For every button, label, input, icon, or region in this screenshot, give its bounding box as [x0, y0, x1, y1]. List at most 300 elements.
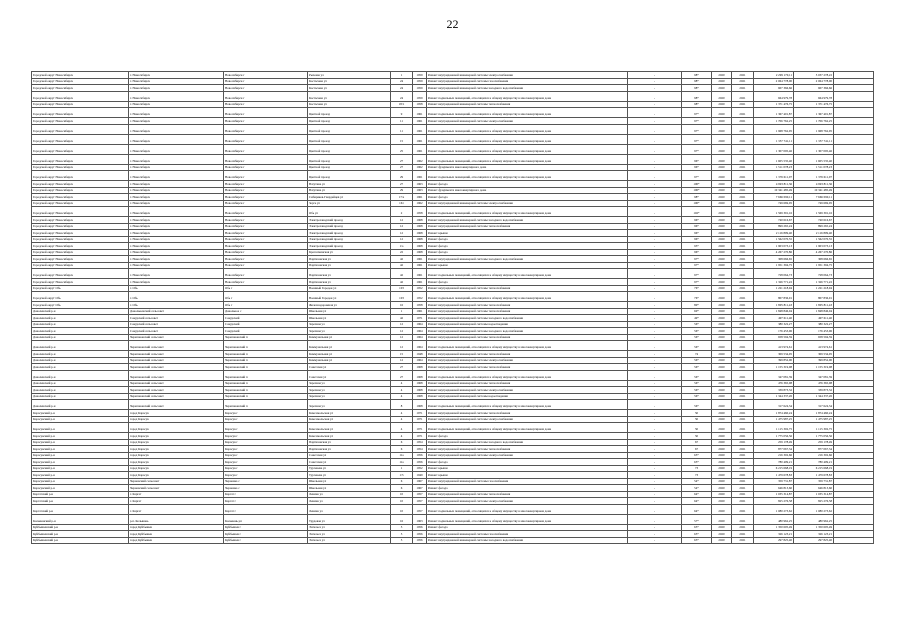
house-number-cell: 4	[391, 410, 413, 417]
settlement-cell: Черепановский сельсовет	[129, 400, 224, 410]
work-type-cell: Ремонт фасада	[427, 236, 628, 243]
municipality-cell: Городской округ Новосибирск	[32, 230, 129, 237]
cost-cell: 825 276,58	[754, 498, 794, 505]
end-year-cell: 2021	[732, 285, 754, 292]
house-number-cell: 12	[391, 217, 413, 224]
settlement-cell: г. Каргат	[129, 504, 224, 514]
municipality-cell: Городской округ Новосибирск	[32, 181, 129, 188]
note-cell	[834, 207, 874, 217]
total-cost-cell: 1 221 218,94	[794, 285, 834, 292]
cost-cell: 7 666 090,11	[754, 194, 794, 201]
build-year-cell: 1961	[413, 134, 427, 144]
house-number-cell: 27	[391, 164, 413, 171]
wear-percent-cell: 65*	[682, 537, 712, 544]
settlement-cell: г. Новосибирск	[129, 262, 224, 269]
cost-cell: 1 874 460,24	[754, 410, 794, 417]
unit-cell: -	[628, 446, 682, 453]
unit-cell: -	[628, 181, 682, 188]
locality-cell: Сокурский	[224, 321, 308, 328]
unit-cell: -	[628, 78, 682, 85]
wear-percent-cell: 56*	[682, 357, 712, 364]
end-year-cell: 2021	[732, 485, 754, 492]
table-row	[32, 144, 874, 154]
total-cost-cell: 317 624,34	[794, 400, 834, 410]
end-year-cell: 2021	[732, 328, 754, 335]
wear-percent-cell: 97*	[682, 144, 712, 154]
unit-cell: -	[628, 200, 682, 207]
unit-cell: -	[628, 91, 682, 101]
build-year-cell: 1964	[413, 341, 427, 351]
house-number-cell: 12	[391, 236, 413, 243]
street-cell: Ленина ул	[308, 504, 391, 514]
street-cell: Костычева ул	[308, 85, 391, 92]
house-number-cell: 25	[391, 144, 413, 154]
start-year-cell: 2020	[712, 478, 732, 485]
table-row	[32, 423, 874, 433]
start-year-cell: 2020	[712, 72, 732, 79]
table-row	[32, 504, 874, 514]
settlement-cell: г. Новосибирск	[129, 223, 224, 230]
settlement-cell: г. Новосибирск	[129, 124, 224, 134]
unit-cell: -	[628, 380, 682, 387]
house-number-cell: 42	[391, 315, 413, 322]
settlement-cell: Сокурский сельсовет	[129, 315, 224, 322]
municipality-cell: Городской округ Обь	[32, 302, 129, 309]
note-cell	[834, 108, 874, 118]
settlement-cell: г. Новосибирск	[129, 164, 224, 171]
cost-cell: 1 475 987,25	[754, 416, 794, 423]
cost-cell: 749 669,05	[754, 200, 794, 207]
municipality-cell: Куйбышевский р-н	[32, 531, 129, 538]
locality-cell: Новосибирск г	[224, 187, 308, 194]
street-cell: Коммунальная ул	[308, 334, 391, 341]
wear-percent-cell: 98*	[682, 72, 712, 79]
street-cell: Комсомольская ул	[308, 423, 391, 433]
street-cell: Советская ул	[308, 452, 391, 459]
end-year-cell: 2021	[732, 262, 754, 269]
cost-cell: 780 409,21	[754, 459, 794, 466]
house-number-cell: 42	[391, 256, 413, 263]
end-year-cell: 2021	[732, 315, 754, 322]
municipality-cell: Городской округ Новосибирск	[32, 187, 129, 194]
unit-cell: -	[628, 423, 682, 433]
settlement-cell: Черепановский сельсовет	[129, 357, 224, 364]
settlement-cell: город Куйбышев	[129, 524, 224, 531]
wear-percent-cell: 102*	[682, 207, 712, 217]
table-row	[32, 400, 874, 410]
start-year-cell: 2020	[712, 144, 732, 154]
house-number-cell: 4	[391, 380, 413, 387]
total-cost-cell: 646 813,60	[794, 485, 834, 492]
wear-percent-cell: 73	[682, 465, 712, 472]
total-cost-cell: 749 669,05	[794, 200, 834, 207]
wear-percent-cell: 73	[682, 472, 712, 479]
build-year-cell: 1962	[413, 200, 427, 207]
work-type-cell: Ремонт подвальных помещений, относящихся к общему имуществу в многоквартирном доме	[427, 91, 628, 101]
note-cell	[834, 91, 874, 101]
locality-cell: Черепановский п	[224, 364, 308, 371]
work-type-cell: Ремонт внутридомовой инженерной системы электроснабжения	[427, 416, 628, 423]
wear-percent-cell: 65*	[682, 531, 712, 538]
total-cost-cell: 339 873,32	[794, 387, 834, 394]
unit-cell: -	[628, 101, 682, 108]
house-number-cell: 4	[391, 387, 413, 394]
start-year-cell: 2020	[712, 357, 732, 364]
house-number-cell: 103	[391, 292, 413, 302]
unit-cell: -	[628, 217, 682, 224]
build-year-cell: 1961	[413, 279, 427, 286]
municipality-cell: Городской округ Новосибирск	[32, 91, 129, 101]
wear-percent-cell: 64*	[682, 504, 712, 514]
municipality-cell: Доволенский р-н	[32, 387, 129, 394]
street-cell: Коммунальная ул	[308, 341, 391, 351]
settlement-cell: Черепановский сельсовет	[129, 393, 224, 400]
cost-cell: 1 848 846,04	[754, 308, 794, 315]
total-cost-cell: 309 534,95	[794, 351, 834, 358]
build-year-cell: 1967	[413, 478, 427, 485]
locality-cell: Новосибирск г	[224, 164, 308, 171]
locality-cell: Новосибирск г	[224, 91, 308, 101]
wear-percent-cell: 65*	[682, 452, 712, 459]
settlement-cell: р.п. Колывань	[129, 514, 224, 524]
cost-cell: 1 350 605,49	[754, 524, 794, 531]
cost-cell: 6 215 668,19	[754, 465, 794, 472]
locality-cell: Обь г	[224, 302, 308, 309]
wear-percent-cell: 97*	[682, 279, 712, 286]
municipality-cell: Доволенский р-н	[32, 315, 129, 322]
total-cost-cell: 413 974,61	[794, 341, 834, 351]
house-number-cell: 4	[391, 433, 413, 440]
wear-percent-cell: 50	[682, 410, 712, 417]
end-year-cell: 2021	[732, 171, 754, 181]
house-number-cell: 12	[391, 341, 413, 351]
end-year-cell: 2021	[732, 144, 754, 154]
end-year-cell: 2021	[732, 256, 754, 263]
street-cell: Партизанская ул	[308, 269, 391, 279]
total-cost-cell: 6 215 668,19	[794, 465, 834, 472]
municipality-cell: Доволенский р-н	[32, 328, 129, 335]
table-row	[32, 108, 874, 118]
total-cost-cell: 308 666,65	[794, 256, 834, 263]
end-year-cell: 2021	[732, 452, 754, 459]
unit-cell: -	[628, 465, 682, 472]
work-type-cell: Ремонт фасада	[427, 194, 628, 201]
total-cost-cell: 2 116 809,40	[794, 230, 834, 237]
municipality-cell: Городской округ Новосибирск	[32, 171, 129, 181]
start-year-cell: 2020	[712, 416, 732, 423]
build-year-cell: 1952	[413, 292, 427, 302]
build-year-cell: 1964	[413, 321, 427, 328]
unit-cell: -	[628, 416, 682, 423]
total-cost-cell: 1 155 319,08	[794, 364, 834, 371]
note-cell	[834, 537, 874, 544]
street-cell: Партизанская ул	[308, 279, 391, 286]
start-year-cell: 2020	[712, 491, 732, 498]
settlement-cell: г. Новосибирск	[129, 144, 224, 154]
street-cell: Партизанская ул	[308, 256, 391, 263]
street-cell: Костычева ул	[308, 91, 391, 101]
end-year-cell: 2021	[732, 439, 754, 446]
locality-cell: Новосибирск г	[224, 230, 308, 237]
end-year-cell: 2021	[732, 498, 754, 505]
locality-cell: Черепановский п	[224, 334, 308, 341]
start-year-cell: 2020	[712, 249, 732, 256]
house-number-cell: 2	[391, 207, 413, 217]
municipality-cell: Городской округ Новосибирск	[32, 154, 129, 164]
house-number-cell: 16	[391, 302, 413, 309]
start-year-cell: 2020	[712, 308, 732, 315]
start-year-cell: 2020	[712, 217, 732, 224]
build-year-cell: 1961	[413, 108, 427, 118]
start-year-cell: 2020	[712, 423, 732, 433]
end-year-cell: 2021	[732, 249, 754, 256]
start-year-cell: 2020	[712, 315, 732, 322]
build-year-cell: 1968	[413, 387, 427, 394]
street-cell: Комсомольская ул	[308, 416, 391, 423]
street-cell: Обь ул	[308, 207, 391, 217]
wear-percent-cell: 56*	[682, 393, 712, 400]
street-cell: Электрозаводский проезд	[308, 243, 391, 250]
settlement-cell: г. Новосибирск	[129, 91, 224, 101]
unit-cell: -	[628, 472, 682, 479]
cost-cell: 308 666,65	[754, 256, 794, 263]
locality-cell: Сокурский	[224, 315, 308, 322]
start-year-cell: 2020	[712, 485, 732, 492]
table-row	[32, 154, 874, 164]
cost-cell: 2 064 778,00	[754, 78, 794, 85]
build-year-cell: 1956	[413, 531, 427, 538]
street-cell: Энгельса ул	[308, 524, 391, 531]
unit-cell: -	[628, 491, 682, 498]
unit-cell: -	[628, 171, 682, 181]
total-cost-cell: 5 037 278,22	[794, 72, 834, 79]
note-cell	[834, 154, 874, 164]
locality-cell: Новосибирск г	[224, 200, 308, 207]
street-cell: Цветной проезд	[308, 154, 391, 164]
work-type-cell: Ремонт крыши	[427, 472, 628, 479]
cost-cell: 4 267 270,86	[754, 249, 794, 256]
settlement-cell: г. Новосибирск	[129, 230, 224, 237]
house-number-cell: 1	[391, 308, 413, 315]
settlement-cell: город Карасук	[129, 433, 224, 440]
municipality-cell: Городской округ Новосибирск	[32, 101, 129, 108]
house-number-cell: 18/1	[391, 101, 413, 108]
municipality-cell: Доволенский р-н	[32, 308, 129, 315]
note-cell	[834, 134, 874, 144]
end-year-cell: 2021	[732, 194, 754, 201]
end-year-cell: 2021	[732, 504, 754, 514]
cost-cell: 1 371 476,75	[754, 101, 794, 108]
municipality-cell: Доволенский р-н	[32, 393, 129, 400]
cost-cell: 2 299 170,11	[754, 72, 794, 79]
note-cell	[834, 171, 874, 181]
unit-cell: -	[628, 433, 682, 440]
build-year-cell: 1954	[413, 446, 427, 453]
wear-percent-cell: 57*	[682, 514, 712, 524]
build-year-cell: 1959	[413, 78, 427, 85]
start-year-cell: 2020	[712, 321, 732, 328]
wear-percent-cell: 64*	[682, 491, 712, 498]
work-type-cell: Ремонт подвальных помещений, относящихся к общему имуществу в многоквартирном доме	[427, 154, 628, 164]
unit-cell: -	[628, 315, 682, 322]
wear-percent-cell: 97*	[682, 118, 712, 125]
municipality-cell: Карасукский р-н	[32, 410, 129, 417]
start-year-cell: 2020	[712, 230, 732, 237]
build-year-cell: 1957	[413, 491, 427, 498]
wear-percent-cell: 49*	[682, 315, 712, 322]
locality-cell: Карасук г	[224, 423, 308, 433]
cost-cell: 658 594,59	[754, 334, 794, 341]
start-year-cell: 2020	[712, 279, 732, 286]
settlement-cell: Черепановский сельсовет	[129, 351, 224, 358]
cost-cell: 1 307 095,46	[754, 144, 794, 154]
street-cell: Школьная ул	[308, 315, 391, 322]
locality-cell: Карасук г	[224, 416, 308, 423]
cost-cell: 899 265,24	[754, 223, 794, 230]
work-type-cell: Ремонт подвальных помещений, относящихся к общему имуществу в многоквартирном доме	[427, 134, 628, 144]
locality-cell: Обь г	[224, 292, 308, 302]
locality-cell: Новосибирск г	[224, 243, 308, 250]
wear-percent-cell: 96*	[682, 217, 712, 224]
wear-percent-cell: 56*	[682, 380, 712, 387]
cost-cell: 309 534,95	[754, 351, 794, 358]
house-number-cell: 6	[391, 446, 413, 453]
build-year-cell: 1958	[413, 302, 427, 309]
work-type-cell: Ремонт внутридомовой инженерной системы холодного водоснабжения	[427, 217, 628, 224]
settlement-cell: г. Обь	[129, 292, 224, 302]
end-year-cell: 2021	[732, 491, 754, 498]
street-cell: Сибиряков-Гвардейцев ул	[308, 194, 391, 201]
build-year-cell: 1968	[413, 243, 427, 250]
work-type-cell: Ремонт внутридомовой инженерной системы электроснабжения	[427, 118, 628, 125]
locality-cell: Новосибирск г	[224, 78, 308, 85]
total-cost-cell: 216 302,66	[794, 452, 834, 459]
house-number-cell: 22	[391, 249, 413, 256]
start-year-cell: 2020	[712, 351, 732, 358]
house-number-cell: 5	[391, 524, 413, 531]
house-number-cell: 27	[391, 181, 413, 188]
house-number-cell: 11	[391, 124, 413, 134]
total-cost-cell: 780 409,21	[794, 459, 834, 466]
end-year-cell: 2021	[732, 154, 754, 164]
locality-cell: Довольное с	[224, 308, 308, 315]
total-cost-cell: 1 350 605,49	[794, 524, 834, 531]
wear-percent-cell: 56*	[682, 334, 712, 341]
house-number-cell: 4	[391, 416, 413, 423]
table-row	[32, 370, 874, 380]
house-number-cell: 27	[391, 364, 413, 371]
municipality-cell: Карасукский р-н	[32, 423, 129, 433]
settlement-cell: Черновский сельсовет	[129, 485, 224, 492]
settlement-cell: г. Новосибирск	[129, 200, 224, 207]
locality-cell: Новосибирск г	[224, 236, 308, 243]
municipality-cell: Городской округ Новосибирск	[32, 279, 129, 286]
cost-cell: 359 731,87	[754, 478, 794, 485]
wear-percent-cell: 54*	[682, 478, 712, 485]
build-year-cell: 1963	[413, 187, 427, 194]
municipality-cell: Доволенский р-н	[32, 351, 129, 358]
wear-percent-cell: 56*	[682, 321, 712, 328]
locality-cell: Черепановский п	[224, 351, 308, 358]
work-type-cell: Ремонт внутридомовой инженерной системы холодного водоснабжения	[427, 256, 628, 263]
locality-cell: Новосибирск г	[224, 134, 308, 144]
build-year-cell: 1968	[413, 370, 427, 380]
settlement-cell: Черепановский сельсовет	[129, 364, 224, 371]
total-cost-cell: 1 080 273,62	[794, 504, 834, 514]
municipality-cell: Доволенский р-н	[32, 321, 129, 328]
table-row	[32, 134, 874, 144]
locality-cell: Новосибирск г	[224, 171, 308, 181]
street-cell: Партизанская ул	[308, 439, 391, 446]
wear-percent-cell: 60*	[682, 308, 712, 315]
work-type-cell: Ремонт внутридомовой инженерной системы теплоснабжения	[427, 351, 628, 358]
municipality-cell: Городской округ Новосибирск	[32, 249, 129, 256]
unit-cell: -	[628, 302, 682, 309]
unit-cell: -	[628, 154, 682, 164]
cost-cell: 1 968 762,95	[754, 124, 794, 134]
locality-cell: Карасук г	[224, 439, 308, 446]
build-year-cell: 1971	[413, 416, 427, 423]
end-year-cell: 2021	[732, 459, 754, 466]
total-cost-cell: 1 706 762,25	[794, 118, 834, 125]
settlement-cell: город Куйбышев	[129, 537, 224, 544]
end-year-cell: 2021	[732, 292, 754, 302]
house-number-cell: 17/а	[391, 194, 413, 201]
settlement-cell: город Карасук	[129, 410, 224, 417]
work-type-cell: Ремонт подвальных помещений, относящихся к общему имуществу в многоквартирном доме	[427, 207, 628, 217]
house-number-cell: 6	[391, 478, 413, 485]
house-number-cell: 1/3	[391, 472, 413, 479]
municipality-cell: Городской округ Новосибирск	[32, 200, 129, 207]
wear-percent-cell: 56*	[682, 364, 712, 371]
build-year-cell: 1949	[413, 472, 427, 479]
municipality-cell: Доволенский р-н	[32, 357, 129, 364]
work-type-cell: Ремонт внутридомовой инженерной системы газоснабжения	[427, 478, 628, 485]
cost-cell: 1 221 218,94	[754, 285, 794, 292]
street-cell: Советская ул	[308, 370, 391, 380]
wear-percent-cell: 97*	[682, 269, 712, 279]
cost-cell: 807 836,91	[754, 292, 794, 302]
settlement-cell: город Карасук	[129, 459, 224, 466]
unit-cell: -	[628, 504, 682, 514]
street-cell: Энгельса ул	[308, 537, 391, 544]
settlement-cell: Черепановский сельсовет	[129, 387, 224, 394]
house-number-cell: 4	[391, 393, 413, 400]
wear-percent-cell: 50	[682, 433, 712, 440]
settlement-cell: г. Новосибирск	[129, 118, 224, 125]
locality-cell: Черепановский п	[224, 393, 308, 400]
house-number-cell: 10	[391, 498, 413, 505]
unit-cell: -	[628, 439, 682, 446]
unit-cell: -	[628, 256, 682, 263]
wear-percent-cell: 97*	[682, 262, 712, 269]
settlement-cell: город Куйбышев	[129, 531, 224, 538]
unit-cell: -	[628, 341, 682, 351]
cost-cell: 297 825,40	[754, 537, 794, 544]
street-cell: Электрозаводский проезд	[308, 236, 391, 243]
unit-cell: -	[628, 118, 682, 125]
unit-cell: -	[628, 164, 682, 171]
municipality-cell: Карасукский р-н	[32, 452, 129, 459]
total-cost-cell: 607 366,66	[794, 85, 834, 92]
cost-cell: 216 302,66	[754, 452, 794, 459]
work-type-cell: Ремонт подвальных помещений, относящихся к общему имуществу в многоквартирном доме	[427, 514, 628, 524]
work-type-cell: Ремонт подвальных помещений, относящихся к общему имуществу в многоквартирном доме	[427, 108, 628, 118]
cost-cell: 1 080 273,62	[754, 504, 794, 514]
table-row	[32, 341, 874, 351]
locality-cell: Каргат г	[224, 498, 308, 505]
municipality-cell: Городской округ Новосибирск	[32, 243, 129, 250]
